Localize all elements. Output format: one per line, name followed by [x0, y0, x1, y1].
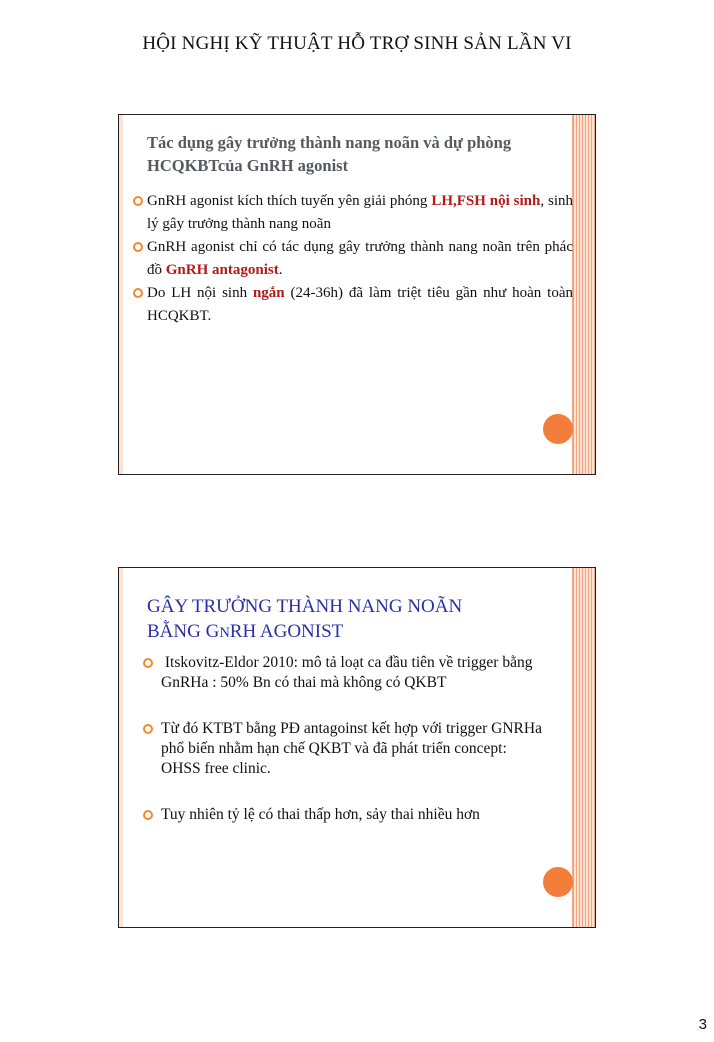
slide-1-bullet-list [133, 190, 573, 328]
page-number: 3 [698, 1016, 707, 1033]
slide-1-title [147, 131, 567, 177]
slide-2 [118, 567, 596, 928]
list-item [133, 236, 573, 282]
bullet-highlight: LH,FSH nội sinh [431, 193, 541, 209]
list-item [133, 190, 573, 236]
bullet-highlight: ngắn [252, 285, 285, 301]
slide-left-accent [119, 115, 123, 474]
bullet-highlight: GnRH antagonist [165, 262, 279, 278]
list-item [143, 805, 543, 825]
bullet-text: Itskovitz-Eldor 2010: mô tả loạt ca đầu tiên về trigger bằng GnRHa : 50% Bn có thai mà không có QKBT [161, 654, 537, 691]
slide-1-title-line-1: Tác dụng gây trưởng thành nang noãn và dự phòng [147, 133, 512, 152]
slide-2-title-line-2 [147, 619, 547, 646]
bullet-ring-icon [133, 288, 143, 298]
list-item [143, 653, 543, 693]
orange-circle-icon [543, 867, 573, 897]
title-part: RH AGONIST [229, 621, 344, 642]
bullet-text: , sinh lý gây trưởng thành nang noãn [147, 193, 573, 232]
slide-side-stripe [572, 568, 595, 927]
bullet-text: . [278, 262, 283, 278]
list-item [143, 719, 543, 779]
bullet-ring-icon [143, 658, 153, 668]
page-header: HỘI NGHỊ KỸ THUẬT HỖ TRỢ SINH SẢN LẦN VI [142, 33, 572, 54]
bullet-text: Do LH nội sinh [147, 285, 253, 301]
bullet-text: (24-36h) đã làm triệt tiêu gần như hoàn toàn HCQKBT. [147, 285, 573, 324]
bullet-ring-icon [133, 242, 143, 252]
bullet-text: Từ đó KTBT bằng PĐ antagoinst kết hợp với trigger GNRHa phổ biến nhằm hạn chế QKBT và đã phát triển concept: OHSS free clinic. [161, 720, 542, 777]
title-part-small: N [219, 625, 230, 641]
bullet-ring-icon [143, 724, 153, 734]
slide-1 [118, 114, 596, 475]
bullet-ring-icon [133, 196, 143, 206]
slide-side-stripe [572, 115, 595, 474]
orange-circle-icon [543, 414, 573, 444]
list-item [133, 282, 573, 328]
title-part: BẰNG G [147, 621, 220, 642]
slide-1-title-line-2: HCQKBTcủa GnRH agonist [147, 156, 349, 175]
slide-2-title-line-1: GÂY TRƯỞNG THÀNH NANG NOÃN [147, 596, 463, 617]
bullet-text: GnRH agonist kích thích tuyến yên giải phóng [147, 193, 432, 209]
slide-2-title [147, 594, 547, 646]
bullet-text: GnRH agonist chỉ có tác dụng gây trưởng thành nang noãn trên phác đồ [147, 239, 573, 278]
bullet-ring-icon [143, 810, 153, 820]
slide-2-bullet-list [143, 653, 543, 825]
slide-left-accent [119, 568, 123, 927]
bullet-text: Tuy nhiên tỷ lệ có thai thấp hơn, sảy thai nhiều hơn [161, 806, 480, 823]
